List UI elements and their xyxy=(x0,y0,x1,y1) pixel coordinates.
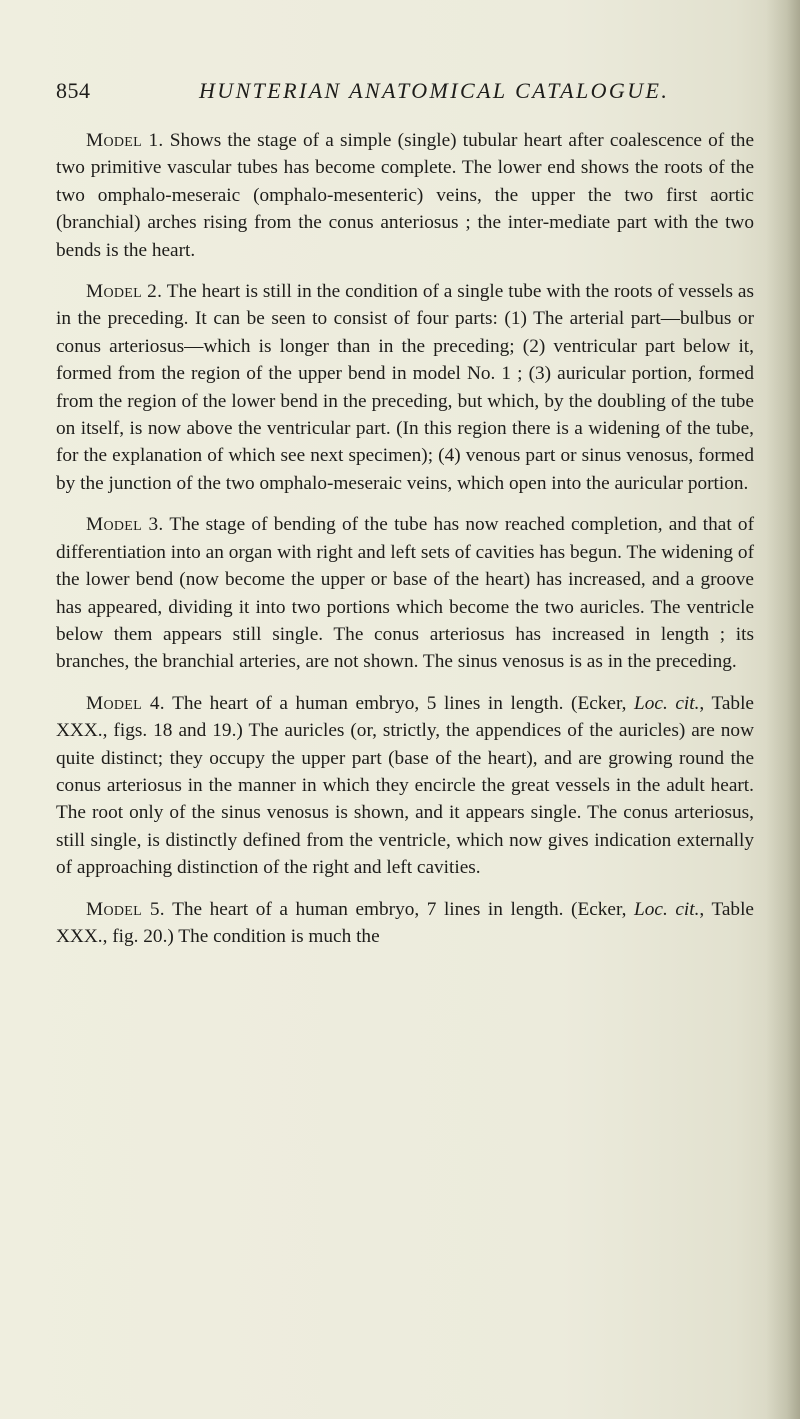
page-number: 854 xyxy=(56,78,91,103)
model-label: Model 4. xyxy=(86,692,165,714)
page-edge-shadow xyxy=(766,0,800,1419)
model-label: Model 2. xyxy=(86,281,163,303)
paragraph-text-before-citation: The heart of a human embryo, 5 lines in length. (Ecker, xyxy=(164,692,635,714)
paragraph-model-5 xyxy=(56,896,754,951)
paragraph-text: Shows the stage of a simple (single) tubular heart after coalescence of the two primitive vascular tubes has become complete. The lower end shows the roots of the two omphalo-meseraic (omphalo-mesenteric) veins, the upper the two first aortic (branchial) arches rising from the conus anteriosus ; the inter-mediate part with the two bends is the heart. xyxy=(56,130,754,261)
paragraph-text-after-citation: , Table XXX., figs. 18 and 19.) The auricles (or, strictly, the appendices of the auricles) are now quite distinct; they occupy the upper part (base of the heart), and are growing round the conus arteriosus in the manner in which they encircle the great vessels in the adult heart. The root only of the sinus venosus is shown, and it appears single. The conus arteriosus, still single, is distinctly defined from the ventricle, which now gives indication externally of approaching distinction of the right and left cavities. xyxy=(56,692,754,879)
citation-italic: Loc. cit. xyxy=(634,898,700,920)
model-label: Model 3. xyxy=(86,514,164,536)
page-header xyxy=(56,78,756,112)
paragraph-text: The heart is still in the condition of a single tube with the roots of vessels as in the preceding. It can be seen to consist of four parts: (1) The arterial part—bulbus or conus arteriosus—which is longer than in the preceding; (2) ventricular part below it, formed from the region of the upper bend in model No. 1 ; (3) auricular portion, formed from the region of the lower bend in the preceding, but which, by the doubling of the tube on itself, is now above the ventricular part. (In this region there is a widening of the tube, for the explanation of which see next specimen); (4) venous part or sinus venosus, formed by the junction of the two omphalo-meseraic veins, which open into the auricular portion. xyxy=(56,281,754,494)
paragraph-model-3 xyxy=(56,511,754,675)
citation-italic: Loc. cit. xyxy=(634,692,700,714)
running-title: HUNTERIAN ANATOMICAL CATALOGUE. xyxy=(199,78,670,103)
body-text xyxy=(56,127,754,964)
paragraph-model-4 xyxy=(56,690,754,882)
paragraph-model-1 xyxy=(56,127,754,264)
paragraph-text-after-citation: , Table XXX., fig. 20.) The condition is much the xyxy=(56,898,754,947)
paragraph-model-2 xyxy=(56,278,754,497)
paragraph-text: The stage of bending of the tube has now reached completion, and that of differentiation into an organ with right and left sets of cavities has begun. The widening of the lower bend (now become the upper or base of the heart) has increased, and a groove has appeared, dividing it into two portions which become the two auricles. The ventricle below them appears still single. The conus arteriosus has increased in length ; its branches, the branchial arteries, are not shown. The sinus venosus is as in the preceding. xyxy=(56,514,754,673)
paragraph-text-before-citation: The heart of a human embryo, 7 lines in length. (Ecker, xyxy=(164,898,635,920)
model-label: Model 5. xyxy=(86,898,165,920)
model-label: Model 1. xyxy=(86,130,164,151)
